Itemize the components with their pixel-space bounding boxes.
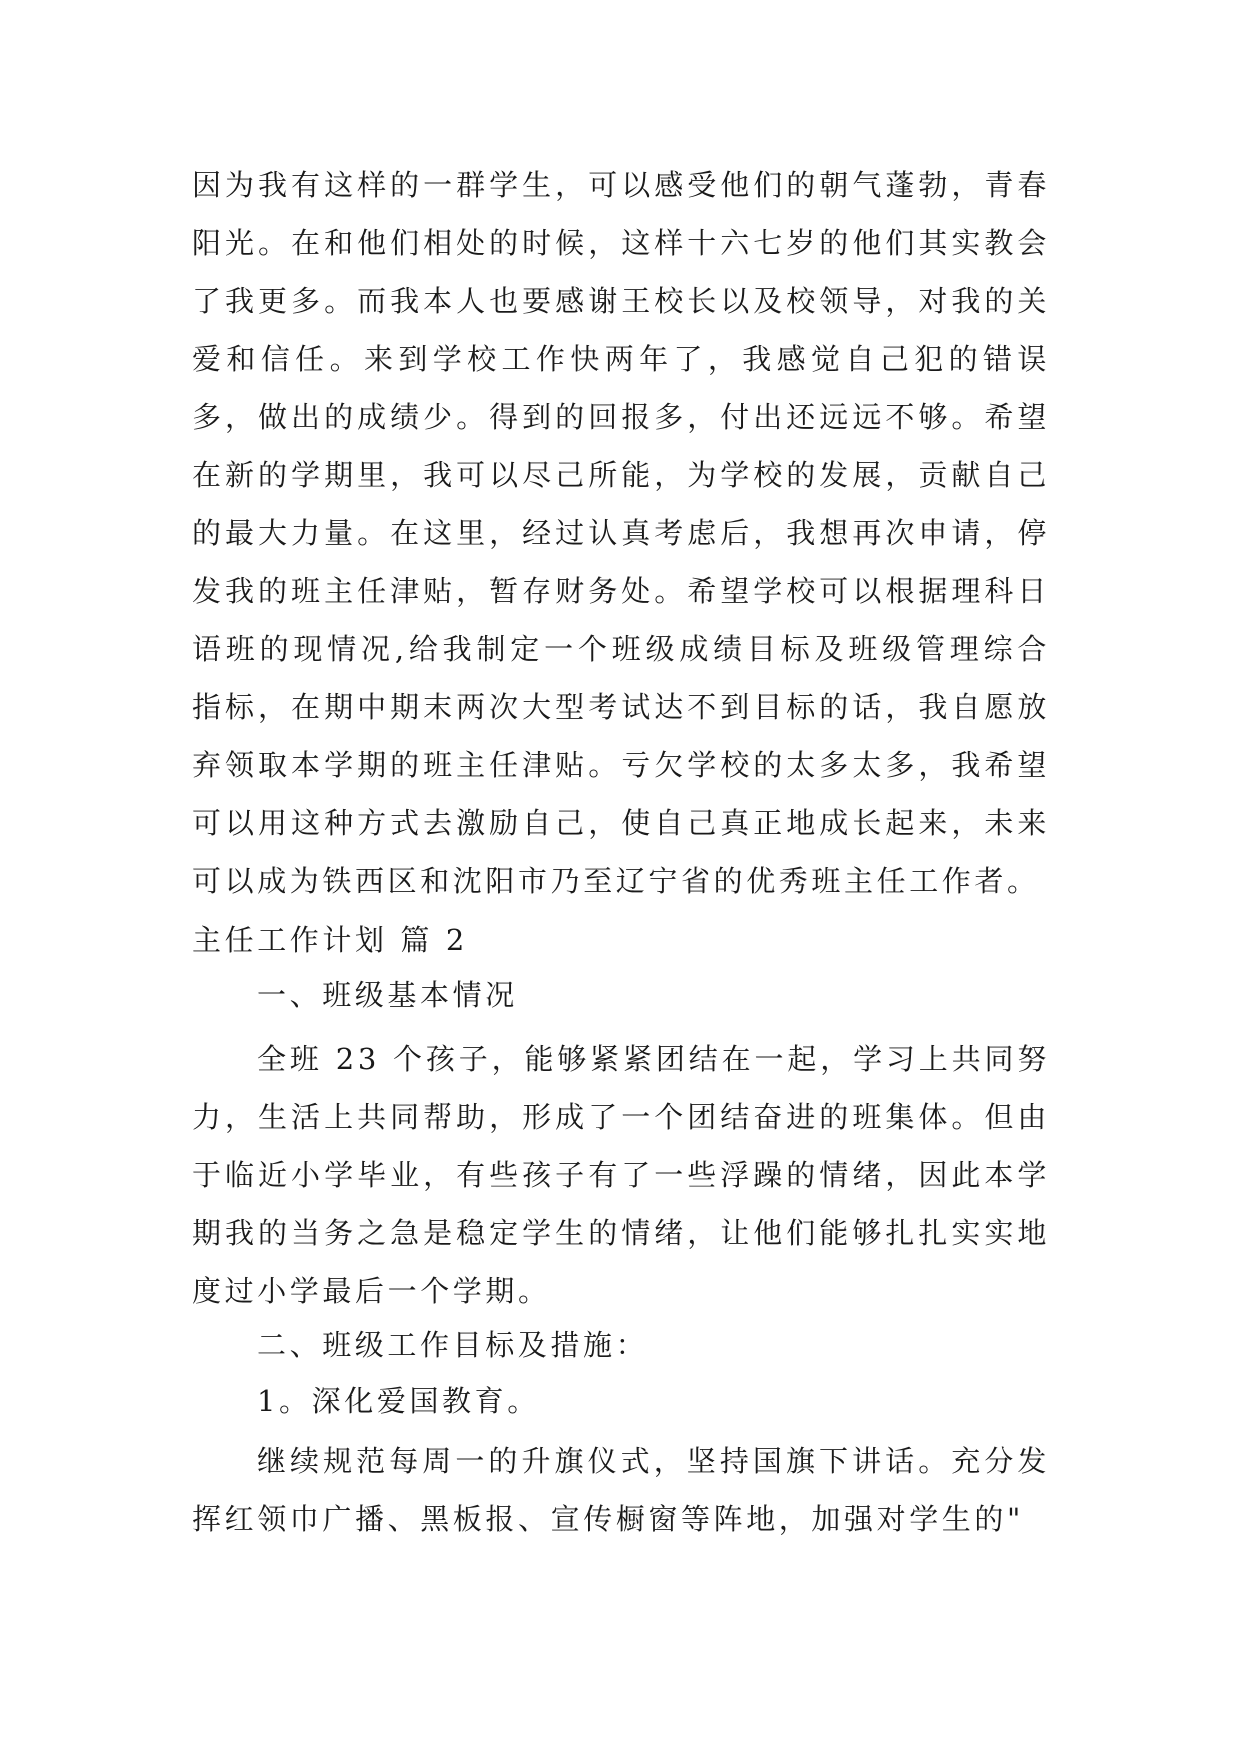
body-paragraph: 因为我有这样的一群学生，可以感受他们的朝气蓬勃，青春阳光。在和他们相处的时候，这样十六七岁的他们其实教会了我更多。而我本人也要感谢王校长以及校领导，对我的关爱和信任。来到学校工作快两年了，我感觉自己犯的错误多，做出的成绩少。得到的回报多，付出还远远不够。希望在新的学期里，我可以尽己所能，为学校的发展，贡献自己的最大力量。在这里，经过认真考虑后，我想再次申请，停发我的班主任津贴，暂存财务处。希望学校可以根据理科日语班的现情况,给我制定一个班级成绩目标及班级管理综合指标，在期中期末两次大型考试达不到目标的话，我自愿放弃领取本学期的班主任津贴。亏欠学校的太多太多，我希望可以用这种方式去激励自己，使自己真正地成长起来，未来可以成为铁西区和沈阳市乃至辽宁省的优秀班主任工作者。	[192, 168, 1050, 898]
subsection-title: 一、班级基本情况	[257, 978, 518, 1012]
body-paragraph: 全班 23 个孩子，能够紧紧团结在一起，学习上共同努力，生活上共同帮助，形成了一个团结奋进的班集体。但由于临近小学毕业，有些孩子有了一些浮躁的情绪，因此本学期我的当务之急是稳定学生的情绪，让他们能够扎扎实实地度过小学最后一个学期。	[192, 1042, 1050, 1308]
item-title: 1。深化爱国教育。	[257, 1384, 540, 1418]
subsection-title: 二、班级工作目标及措施：	[257, 1328, 649, 1362]
section-heading: 主任工作计划 篇 2	[192, 923, 468, 957]
body-paragraph: 继续规范每周一的升旗仪式，坚持国旗下讲话。充分发挥红领巾广播、黑板报、宣传橱窗等阵地，加强对学生的"	[192, 1444, 1050, 1536]
